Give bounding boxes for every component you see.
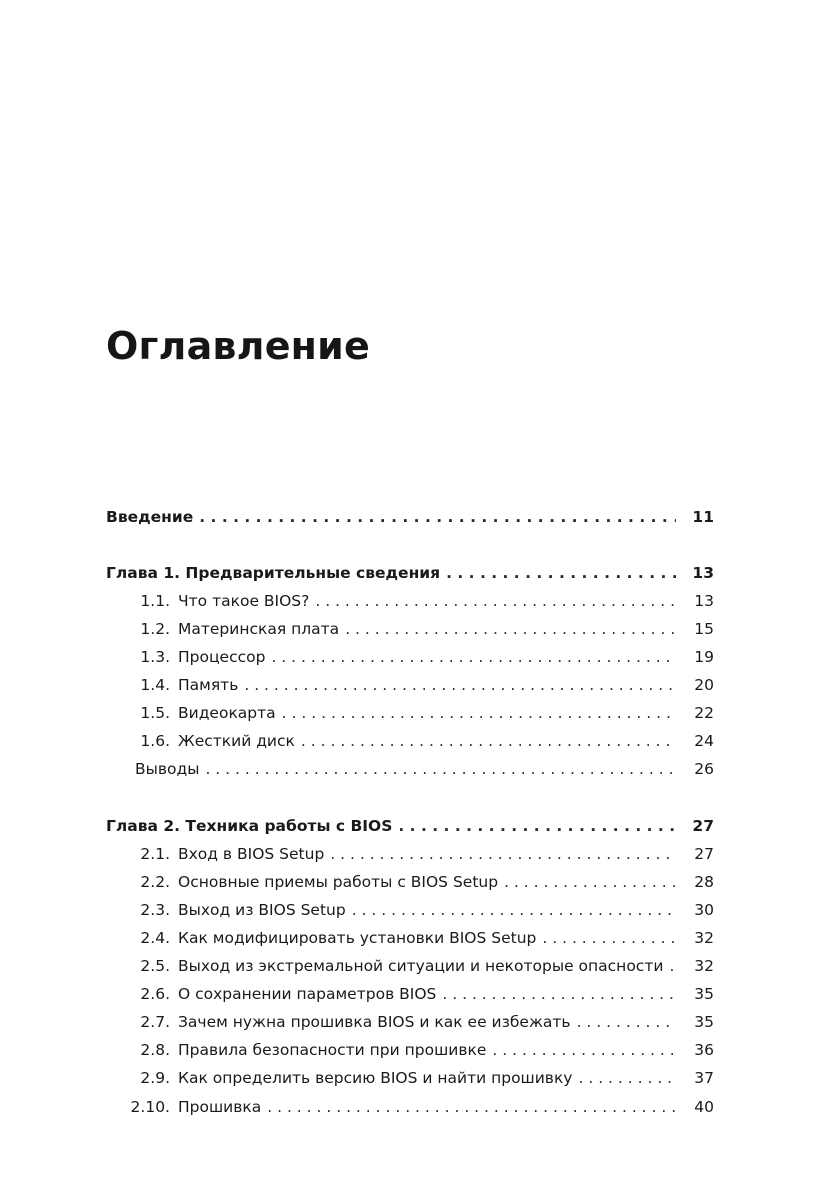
toc-entry-page-number: 19 <box>694 648 714 666</box>
toc-dot-leader <box>398 817 676 835</box>
toc-entry-number: 1.5. <box>140 704 170 722</box>
toc-entry-number: 1.6. <box>140 732 170 750</box>
toc-section-entry <box>106 901 714 929</box>
toc-chapter-entry <box>106 564 714 592</box>
toc-entry-number: 2.5. <box>140 957 170 975</box>
toc-section-entry <box>106 1098 714 1126</box>
toc-entry-page-number: 35 <box>694 1013 714 1031</box>
toc-entry-number: 2.2. <box>140 873 170 891</box>
toc-entry-page-number: 15 <box>694 620 714 638</box>
toc-section-entry <box>106 704 714 732</box>
toc-dot-leader <box>492 1041 676 1059</box>
toc-entry-page-number: 27 <box>694 845 714 863</box>
toc-entry-number: 2.8. <box>140 1041 170 1059</box>
toc-entry-number: 2.3. <box>140 901 170 919</box>
toc-entry-number: 2.6. <box>140 985 170 1003</box>
toc-entry-number: 2.9. <box>140 1069 170 1087</box>
toc-section-entry <box>106 845 714 873</box>
toc-dot-leader <box>267 1098 676 1116</box>
toc-dot-leader <box>352 901 676 919</box>
toc-entry-title: Выводы <box>135 760 200 778</box>
toc-entry-page-number: 28 <box>694 873 714 891</box>
toc-entry-title: Прошивка <box>178 1098 262 1116</box>
toc-entry-page-number: 22 <box>694 704 714 722</box>
toc-entry-page-number: 27 <box>692 817 714 835</box>
toc-dot-leader <box>282 704 676 722</box>
toc-entry-title: Процессор <box>178 648 266 666</box>
toc-dot-leader <box>301 732 676 750</box>
toc-entry-page-number: 13 <box>692 564 714 582</box>
toc-dot-leader <box>345 620 676 638</box>
toc-entry-page-number: 13 <box>694 592 714 610</box>
toc-entry-title: Выход из экстремальной ситуации и некоторые опасности <box>178 957 664 975</box>
toc-section-entry <box>106 873 714 901</box>
toc-entry-title: Зачем нужна прошивка BIOS и как ее избежать <box>178 1013 571 1031</box>
toc-section-entry <box>106 985 714 1013</box>
toc-section-entry <box>106 760 714 788</box>
toc-chapter-entry <box>106 817 714 845</box>
toc-entry-title: Как модифицировать установки BIOS Setup <box>178 929 537 947</box>
page-title: Оглавление <box>106 324 370 368</box>
toc-entry-page-number: 37 <box>694 1069 714 1087</box>
toc-section-entry <box>106 929 714 957</box>
toc-entry-page-number: 24 <box>694 732 714 750</box>
toc-entry-page-number: 30 <box>694 901 714 919</box>
toc-section-entry <box>106 1069 714 1097</box>
toc-entry-page-number: 32 <box>694 957 714 975</box>
toc-entry-page-number: 26 <box>694 760 714 778</box>
toc-entry-title: Основные приемы работы с BIOS Setup <box>178 873 499 891</box>
toc-dot-leader <box>578 1069 676 1087</box>
toc-entry-title: О сохранении параметров BIOS <box>178 985 437 1003</box>
toc-dot-leader <box>442 985 676 1003</box>
toc-entry-number: 1.2. <box>140 620 170 638</box>
toc-entry-title: Выход из BIOS Setup <box>178 901 346 919</box>
toc-dot-leader <box>504 873 676 891</box>
toc-entry-title: Как определить версию BIOS и найти прошивку <box>178 1069 573 1087</box>
toc-entry-page-number: 32 <box>694 929 714 947</box>
toc-entry-number: 2.10. <box>130 1098 170 1116</box>
toc-entry-page-number: 11 <box>692 508 714 526</box>
toc-entry-page-number: 40 <box>694 1098 714 1116</box>
toc-section-entry <box>106 732 714 760</box>
toc-dot-leader <box>271 648 676 666</box>
toc-dot-leader <box>669 957 676 975</box>
toc-dot-leader <box>205 760 676 778</box>
toc-dot-leader <box>330 845 676 863</box>
toc-entry-title: Жесткий диск <box>178 732 295 750</box>
toc-section-entry <box>106 1041 714 1069</box>
toc-entry-title: Правила безопасности при прошивке <box>178 1041 487 1059</box>
toc-section-entry <box>106 620 714 648</box>
toc-entry-page-number: 35 <box>694 985 714 1003</box>
toc-entry-page-number: 36 <box>694 1041 714 1059</box>
toc-dot-leader <box>244 676 676 694</box>
toc-entry-title: Глава 1. Предварительные сведения <box>106 564 441 582</box>
toc-dot-leader <box>199 508 676 526</box>
toc-entry-number: 2.1. <box>140 845 170 863</box>
toc-entry-number: 1.4. <box>140 676 170 694</box>
toc-entry-title: Введение <box>106 508 194 526</box>
toc-entry-number: 2.7. <box>140 1013 170 1031</box>
toc-dot-leader <box>446 564 676 582</box>
toc-entry-number: 1.3. <box>140 648 170 666</box>
toc-section-entry <box>106 648 714 676</box>
toc-entry-title: Что такое BIOS? <box>178 592 310 610</box>
toc-entry-title: Память <box>178 676 239 694</box>
toc-entry-number: 1.1. <box>140 592 170 610</box>
toc-entry-title: Глава 2. Техника работы с BIOS <box>106 817 393 835</box>
toc-entry-number: 2.4. <box>140 929 170 947</box>
toc-dot-leader <box>577 1013 676 1031</box>
toc-dot-leader <box>315 592 676 610</box>
toc-entry-title: Вход в BIOS Setup <box>178 845 325 863</box>
toc-entry-page-number: 20 <box>694 676 714 694</box>
toc-entry-title: Материнская плата <box>178 620 340 638</box>
toc-chapter-entry <box>106 508 714 536</box>
toc-entry-title: Видеокарта <box>178 704 276 722</box>
toc-section-entry <box>106 957 714 985</box>
toc-section-entry <box>106 676 714 704</box>
toc-dot-leader <box>542 929 676 947</box>
toc-section-entry <box>106 592 714 620</box>
toc-section-entry <box>106 1013 714 1041</box>
